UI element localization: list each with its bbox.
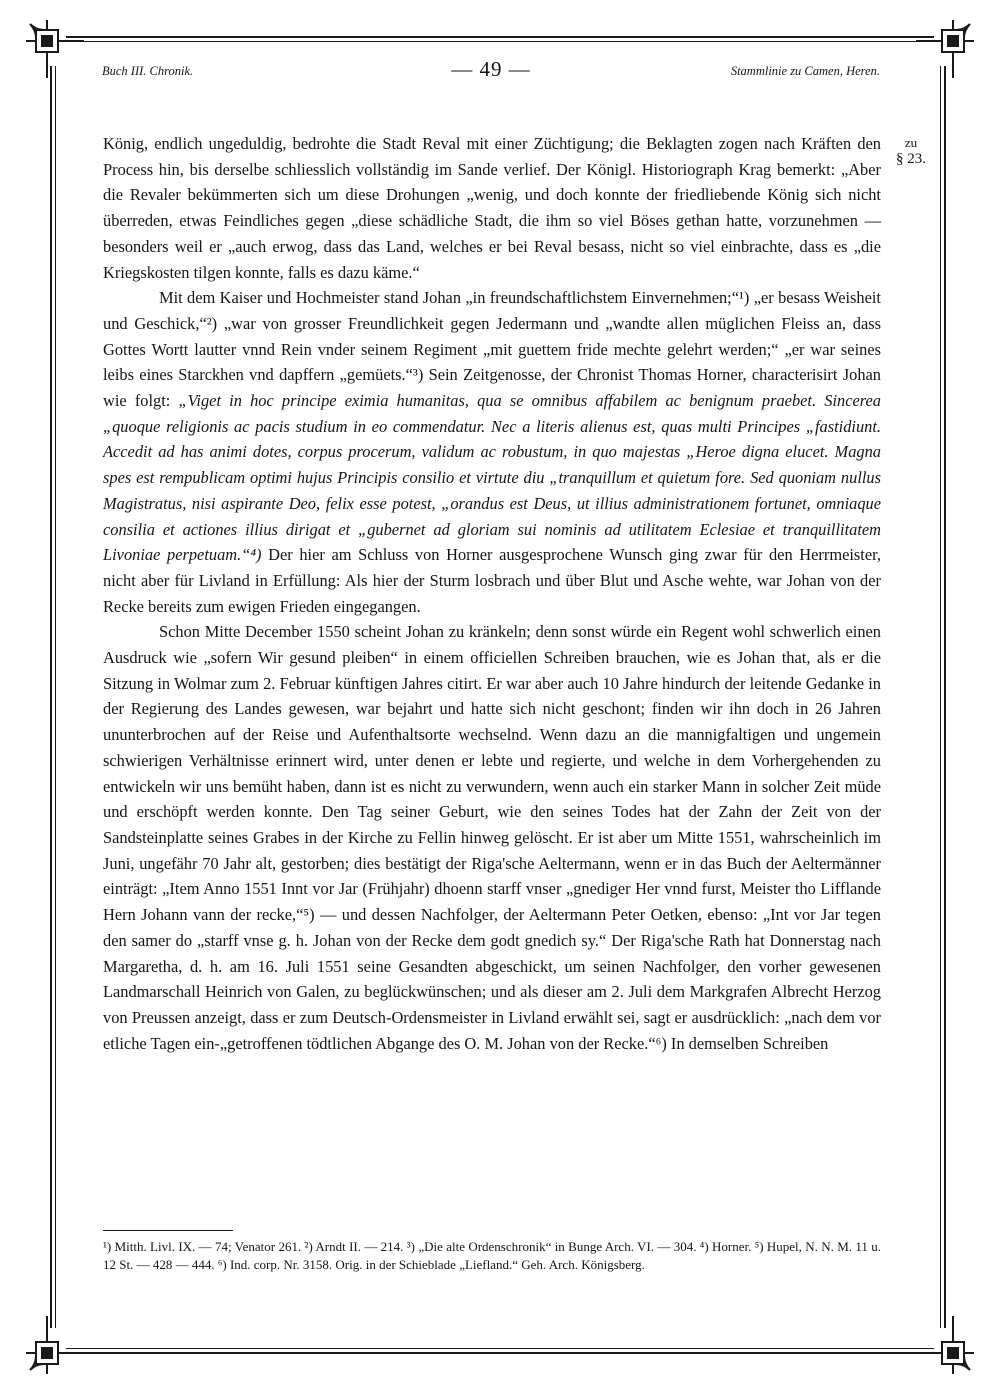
corner-ornament-bottom-right [914, 1314, 978, 1378]
page-number: — 49 — [451, 57, 531, 81]
corner-ornament-top-right [914, 16, 978, 80]
frame-right-line [944, 66, 946, 1328]
paragraph-2 [103, 285, 881, 619]
latin-quotation: „Viget in hoc principe eximia humanitas, qua se omnibus affabilem ac benignum praebet. Sincerea „quoque religionis ac pacis studium in eo commendatur. Nec a literis alienus est, quas multi Principes „fastidiunt. Accedit ad has animi dotes, corpus procerum, validum ac robustum, in quo majestas „Heroe digna elucet. Magna spes est rempublicam optimi hujus Principis consilio et virtute diu „tranquillum et quietum fore. Sed quoniam nullus Magistratus, nisi aspirante Deo, felix esse potest, „orandus est Deus, ut illius administrationem fortunet, omniaque consilia et actiones illius dirigat et „gubernet ad gloriam sui nominis ad utilitatem Eclesiae et tranquillitatem Livoniae perpetuam.“⁴) [103, 391, 881, 565]
paragraph-2-conclusion: Der hier am Schluss von Horner ausgesprochene Wunsch ging zwar für den Herrmeister, nicht aber für Livland in Erfüllung: Als hier der Sturm losbrach und über Blut und Asche wehte, war Johan von der Recke bereits zum ewigen Frieden eingegangen. [103, 545, 882, 616]
margin-note [886, 134, 936, 168]
frame-top-line [66, 36, 934, 38]
frame-bottom-line [66, 1352, 934, 1354]
body-text [103, 131, 881, 1056]
footnotes [103, 1238, 881, 1273]
paragraph-3: Schon Mitte December 1550 scheint Johan zu kränkeln; denn sonst würde ein Regent wohl schwerlich einen Ausdruck wie „sofern Wir gesund pleiben“ in einem officiellen Schreiben brauchen, wie es Johan that, als er die Sitzung in Wolmar zum 2. Februar künftigen Jahres citirt. Er war aber auch 10 Jahre hindurch der leitende Gedanke in der Regierung des Landes gewesen, war bejahrt und hatte sich nicht geschont; finden wir ihn doch in 26 Jahren ununterbrochen auf der Reise und Aufenthaltsorte wechselnd. Wenn dazu an die mannigfaltigen und ungemein schwierigen Verhältnisse erinnert wird, unter denen er lebte und regierte, und welche in dem Vorhergehenden zu entwickeln wir uns bemüht haben, dann ist es nicht zu verwundern, wenn auch ein starker Mann in solcher Zeit müde und erschöpft werden konnte. Den Tag seiner Geburt, wie den seines Todes hat der Zahn der Zeit von der Sandsteinplatte seines Grabes in der Kirche zu Fellin hinweg gelöscht. Er ist aber um Mitte 1551, wahrscheinlich im Juni, ungefähr 70 Jahr alt, gestorben; dies bestätigt der Riga'sche Aeltermann, wenn er in das Buch der Aeltermänner einträgt: „Item Anno 1551 Innt vor Jar (Frühjahr) dhoenn starff vnser „gnediger Her vnnd furst, Meister tho Lifflande Hern Johann vann der recke,“⁵) — und dessen Nachfolger, der Aeltermann Peter Oetken, ebenso: „Int vor Jar tegen den samer do „starff vnse g. h. Johan von der Recke dem godt gnedich sy.“ Der Riga'sche Rath hat Donnerstag nach Margaretha, d. h. am 16. Juli 1551 seine Gesandten abgeschickt, um seinen Nachfolger, den vorher gewesenen Landmarschall Heinrich von Galen, zu beglückwünschen; und als dieser am 2. Juli dem Markgrafen Albrecht Herzog von Preussen anzeigt, dass er zum Deutsch-Ordensmeister in Livland erwählt sei, sagt er ausdrücklich: „nach dem vor etliche Tagen ein-„getroffenen tödtlichen Abgange des O. M. Johan von der Recke.“⁶) In demselben Schreiben [103, 622, 881, 1053]
corner-ornament-bottom-left [22, 1314, 86, 1378]
paragraph-2-text: Mit dem Kaiser und Hochmeister stand Johan „in freundschaftlichstem Einvernehmen;“¹) „er besass Weisheit und Geschick,“²) „war von grosser Freundlichkeit gegen Jedermann und „wandte allen müglichen Fleiss an, dass Gottes Wortt lautter vnnd Rein vnder seinem Regiment „mit guettem fride mechte gelehrt werden;“ „er war seines leibs eines Starckhen vnd dapffern „gemüets.“³) Sein Zeitgenosse, der Chronist Thomas Horner, characterisirt Johan wie folgt: [103, 288, 881, 411]
header-lineage-title: Stammlinie zu Camen, Heren. [730, 64, 880, 78]
frame-left-line [50, 66, 52, 1328]
margin-note-section: § 23. [896, 151, 926, 167]
running-head [102, 57, 880, 84]
margin-note-line-1: zu [904, 135, 918, 150]
frame-top-line-inner [66, 41, 934, 42]
frame-right-line-inner [940, 66, 941, 1328]
header-book-title: Buch III. Chronik. [102, 64, 194, 78]
corner-ornament-top-left [22, 16, 86, 80]
frame-left-line-inner [55, 66, 56, 1328]
paragraph-1: König, endlich ungeduldig, bedrohte die Stadt Reval mit einer Züchtigung; die Beklagten zogen nach Kräften den Process hin, bis derselbe schliesslich vollständig im Sande verlief. Der Königl. Historiograph Krag bemerkt: „Aber die Revaler bekümmerten sich um diese Drohungen „wenig, und doch konnte der friedliebende König sich nicht überreden, etwas Feindliches gegen „diese schädliche Stadt, die ihm so viel Böses gethan hatte, vorzunehmen — besonders weil er „auch erwog, dass das Land, welches er bei Reval besass, nicht so viel einbrachte, dass es „die Kriegskosten tilgen konnte, falls es dazu käme.“ [103, 134, 881, 282]
footnote-text: ¹) Mitth. Livl. IX. — 74; Venator 261. ²) Arndt II. — 214. ³) „Die alte Ordenschronik“ in Bunge Arch. VI. — 304. ⁴) Horner. ⁵) Hupel, N. N. M. 11 u. 12 St. — 428 — 444. ⁶) Ind. corp. Nr. 3158. Orig. in der Schieblade „Liefland.“ Geh. Arch. Königsberg. [103, 1239, 881, 1272]
frame-bottom-line-inner [66, 1348, 934, 1349]
footnote-rule [103, 1230, 233, 1231]
